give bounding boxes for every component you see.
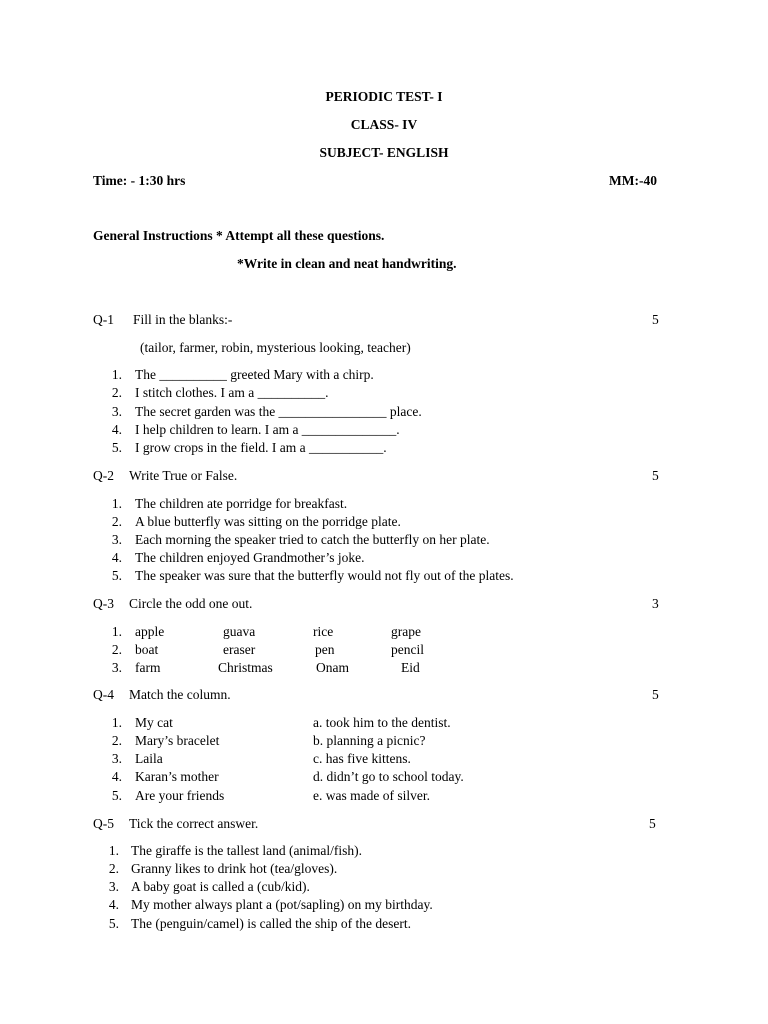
item-number: 4.	[111, 422, 122, 437]
q3-option: apple	[135, 624, 165, 639]
item-number: 3.	[111, 532, 122, 547]
q1-title: Fill in the blanks:-	[133, 312, 233, 327]
q4-right-item: a. took him to the dentist.	[313, 715, 451, 730]
q1-marks: 5	[652, 312, 659, 327]
q5-number: Q-5	[93, 816, 114, 831]
q5-title: Tick the correct answer.	[129, 816, 259, 831]
item-number: 4.	[111, 550, 122, 565]
q3-option: pencil	[391, 642, 424, 657]
item-number: 5.	[111, 568, 122, 583]
test-title: PERIODIC TEST- I	[325, 89, 443, 104]
q3-title: Circle the odd one out.	[129, 596, 253, 611]
q5-item: The (penguin/camel) is called the ship of the desert.	[131, 916, 412, 931]
max-marks-label: MM:-40	[609, 173, 657, 188]
general-instructions: General Instructions * Attempt all these questions.	[93, 228, 385, 243]
q4-left-item: Are your friends	[135, 788, 225, 803]
q4-number: Q-4	[93, 687, 114, 702]
item-number: 3.	[111, 404, 122, 419]
item-number: 2.	[108, 861, 119, 876]
item-number: 1.	[111, 496, 122, 511]
q3-number: Q-3	[93, 596, 114, 611]
q3-option: farm	[135, 660, 161, 675]
class-label: CLASS- IV	[350, 117, 418, 132]
item-number: 3.	[111, 751, 122, 766]
item-number: 2.	[111, 514, 122, 529]
item-number: 5.	[111, 788, 122, 803]
q3-option: boat	[135, 642, 159, 657]
q2-marks: 5	[652, 468, 659, 483]
q1-item: I stitch clothes. I am a __________.	[135, 385, 329, 400]
q4-left-item: Laila	[135, 751, 163, 766]
q4-left-item: My cat	[135, 715, 173, 730]
q2-item: The speaker was sure that the butterfly would not fly out of the plates.	[135, 568, 514, 583]
q3-option: eraser	[223, 642, 256, 657]
q2-item: Each morning the speaker tried to catch the butterfly on her plate.	[135, 532, 490, 547]
q4-right-item: c. has five kittens.	[313, 751, 411, 766]
q1-item: I help children to learn. I am a ______________.	[135, 422, 400, 437]
q2-item: The children ate porridge for breakfast.	[135, 496, 348, 511]
q3-option: rice	[313, 624, 334, 639]
q3-option: Christmas	[218, 660, 273, 675]
item-number: 3.	[108, 879, 119, 894]
q3-marks: 3	[652, 596, 659, 611]
q4-right-item: e. was made of silver.	[313, 788, 430, 803]
item-number: 5.	[111, 440, 122, 455]
item-number: 2.	[111, 642, 122, 657]
q1-item: The secret garden was the ________________ place.	[135, 404, 422, 419]
q1-item: The __________ greeted Mary with a chirp.	[135, 367, 374, 382]
item-number: 1.	[111, 715, 122, 730]
q5-marks: 5	[649, 816, 656, 831]
q4-right-item: b. planning a picnic?	[313, 733, 426, 748]
item-number: 5.	[108, 916, 119, 931]
q4-right-item: d. didn’t go to school today.	[313, 769, 464, 784]
q3-option: Onam	[316, 660, 349, 675]
subject-label: SUBJECT- ENGLISH	[319, 145, 449, 160]
q1-word-bank: (tailor, farmer, robin, mysterious looking, teacher)	[140, 340, 411, 355]
q4-title: Match the column.	[129, 687, 231, 702]
item-number: 1.	[108, 843, 119, 858]
handwriting-instruction: *Write in clean and neat handwriting.	[237, 256, 457, 271]
q2-item: A blue butterfly was sitting on the porridge plate.	[135, 514, 401, 529]
q3-option: pen	[315, 642, 335, 657]
q1-number: Q-1	[93, 312, 114, 327]
q5-item: The giraffe is the tallest land (animal/fish).	[131, 843, 363, 858]
item-number: 4.	[108, 897, 119, 912]
q5-item: My mother always plant a (pot/sapling) on my birthday.	[131, 897, 433, 912]
q1-item: I grow crops in the field. I am a ___________.	[135, 440, 387, 455]
q5-item: A baby goat is called a (cub/kid).	[131, 879, 310, 894]
q2-item: The children enjoyed Grandmother’s joke.	[135, 550, 365, 565]
item-number: 1.	[111, 624, 122, 639]
q5-item: Granny likes to drink hot (tea/gloves).	[131, 861, 338, 876]
q2-number: Q-2	[93, 468, 114, 483]
q2-title: Write True or False.	[129, 468, 238, 483]
item-number: 1.	[111, 367, 122, 382]
time-label: Time: - 1:30 hrs	[93, 173, 186, 188]
item-number: 3.	[111, 660, 122, 675]
item-number: 4.	[111, 769, 122, 784]
q4-left-item: Karan’s mother	[135, 769, 219, 784]
q4-marks: 5	[652, 687, 659, 702]
q3-option: Eid	[401, 660, 420, 675]
q3-option: grape	[391, 624, 421, 639]
q4-left-item: Mary’s bracelet	[135, 733, 220, 748]
item-number: 2.	[111, 733, 122, 748]
item-number: 2.	[111, 385, 122, 400]
q3-option: guava	[223, 624, 256, 639]
